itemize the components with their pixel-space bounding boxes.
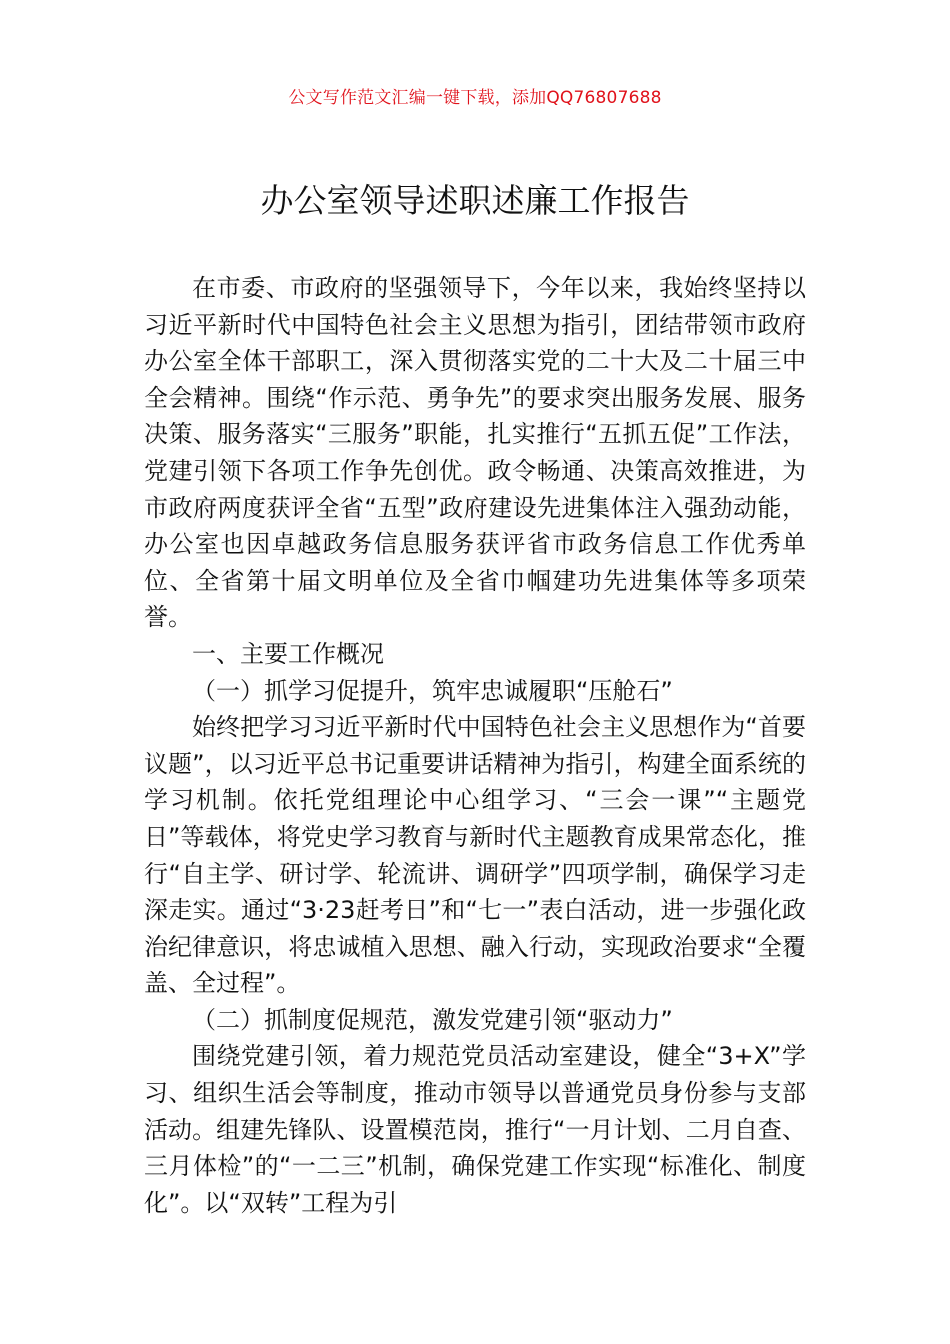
study-paragraph: 始终把学习习近平新时代中国特色社会主义思想作为“首要议题”，以习近平总书记重要讲话精神为指引，构建全面系统的学习机制。依托党组理论中心组学习、“三会一课”“主题党日”等载体，将党史学习教育与新时代主题教育成果常态化，推行“自主学、研讨学、轮流讲、调研学”四项学制，确保学习走深走实。通过“3·23赶考日”和“七一”表白活动，进一步强化政治纪律意识，将忠诚植入思想、融入行动，实现政治要求“全覆盖、全过程”。: [144, 713, 806, 998]
download-notice: 公文写作范文汇编一键下载，添加QQ76807688: [288, 88, 662, 108]
intro-paragraph: 在市委、市政府的坚强领导下，今年以来，我始终坚持以习近平新时代中国特色社会主义思想为指引，团结带领市政府办公室全体干部职工，深入贯彻落实党的二十大及二十届三中全会精神。围绕“作示范、勇争先”的要求突出服务发展、服务决策、服务落实“三服务”职能，扎实推行“五抓五促”工作法，党建引领下各项工作争先创优。政令畅通、决策高效推进，为市政府两度获评全省“五型”政府建设先进集体注入强劲动能，办公室也因卓越政务信息服务获评省市政务信息工作优秀单位、全省第十届文明单位及全省巾帼建功先进集体等多项荣誉。: [144, 274, 806, 632]
subsection-heading-study: （一）抓学习促提升，筑牢忠诚履职“压舱石”: [192, 676, 673, 705]
document-title: 办公室领导述职述廉工作报告: [260, 181, 690, 220]
system-paragraph: 围绕党建引领，着力规范党员活动室建设，健全“3+X”学习、组织生活会等制度，推动市领导以普通党员身份参与支部活动。组建先锋队、设置模范岗，推行“一月计划、二月自查、三月体检”的“一二三”机制，确保党建工作实现“标准化、制度化”。以“双转”工程为引: [144, 1042, 806, 1217]
section-heading-main-work: 一、主要工作概况: [192, 639, 384, 668]
subsection-heading-system: （二）抓制度促规范，激发党建引领“驱动力”: [192, 1005, 673, 1034]
document-body: [144, 270, 806, 1221]
